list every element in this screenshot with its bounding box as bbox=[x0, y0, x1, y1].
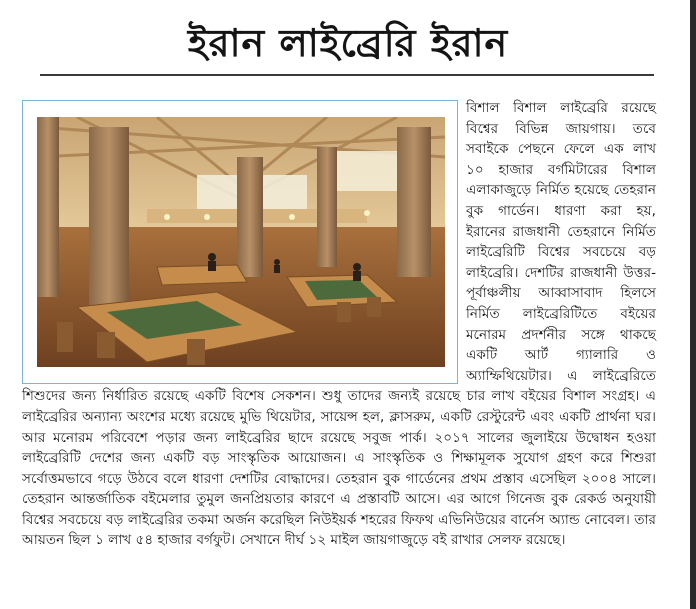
article-body bbox=[22, 98, 656, 551]
page-title: ইরান লাইব্রেরি ইরান bbox=[187, 20, 509, 65]
page-edge-bar bbox=[690, 0, 696, 609]
article-paragraph: বিশাল বিশাল লাইব্রেরি রয়েছে বিশ্বের বিভিন্ন জায়গায়। তবে সবাইকে পেছনে ফেলে এক লাখ ১০ হাজার বর্গমিটারের বিশাল এলাকাজুড়ে নির্মিত হয়েছে তেহরান বুক গার্ডেন। ধারণা করা হয়, ইরানের রাজধানী তেহরানে নির্মিত লাইব্রেরিটি বিশ্বের সবচেয়ে বড় লাইব্রেরি। দেশটির রাজধানী উত্তর-পূর্বাঞ্চলীয় আব্বাসাবাদ হিলসে নির্মিত লাইব্রেরিটিতে বইয়ের মনোরম প্রদর্শনীর সঙ্গে থাকছে একটি আর্ট গ্যালারি ও অ্যাম্ফিথিয়েটার। এ লাইব্রেরিতে শিশুদের জন্য নির্ধারিত রয়েছে একটি বিশেষ সেকশন। শুধু তাদের জন্যই রয়েছে চার লাখ বইয়ের বিশাল সংগ্রহ। এ লাইব্রেরির অন্যান্য অংশের মধ্যে রয়েছে মুভি থিয়েটার, সায়েন্স হল, ক্লাসরুম, একটি রেস্টুরেন্ট এবং একটি প্রার্থনা ঘর। আর মনোরম পরিবেশে পড়ার জন্য লাইব্রেরির ছাদে রয়েছে সবুজ পার্ক। ২০১৭ সালের জুলাইয়ে উদ্বোধন হওয়া লাইব্রেরিটি দেশের জন্য একটি বড় সাংস্কৃতিক আয়োজন। এ সাংস্কৃতিক ও শিক্ষামূলক সুযোগ গ্রহণ করে শিশুরা সর্বোত্তমভাবে গড়ে উঠবে বলে ধারণা দেশটির বোদ্ধাদের। তেহরান বুক গার্ডেনের প্রথম প্রস্তাব এসেছিল ২০০৪ সালে। তেহরান আন্তর্জাতিক বইমেলার তুমুল জনপ্রিয়তার কারণে এ প্রস্তাবটি আসে। এর আগে গিনেজ বুক রেকর্ড অনুযায়ী বিশ্বের সবচেয়ে বড় লাইব্রেরির তকমা অর্জন করেছিল নিউইয়র্ক শহরের ফিফথ এভিনিউয়ের বার্নেস অ্যান্ড নোবেল। তার আয়তন ছিল ১ লাখ ৫৪ হাজার বর্গফুট। সেখানে দীর্ঘ ১২ মাইল জায়গাজুড়ে বই রাখার সেলফ রয়েছে। bbox=[22, 100, 656, 549]
library-photo-illustration bbox=[37, 117, 445, 367]
library-interior-photo bbox=[37, 117, 445, 367]
photo-frame bbox=[22, 100, 458, 384]
title-divider bbox=[40, 74, 654, 76]
